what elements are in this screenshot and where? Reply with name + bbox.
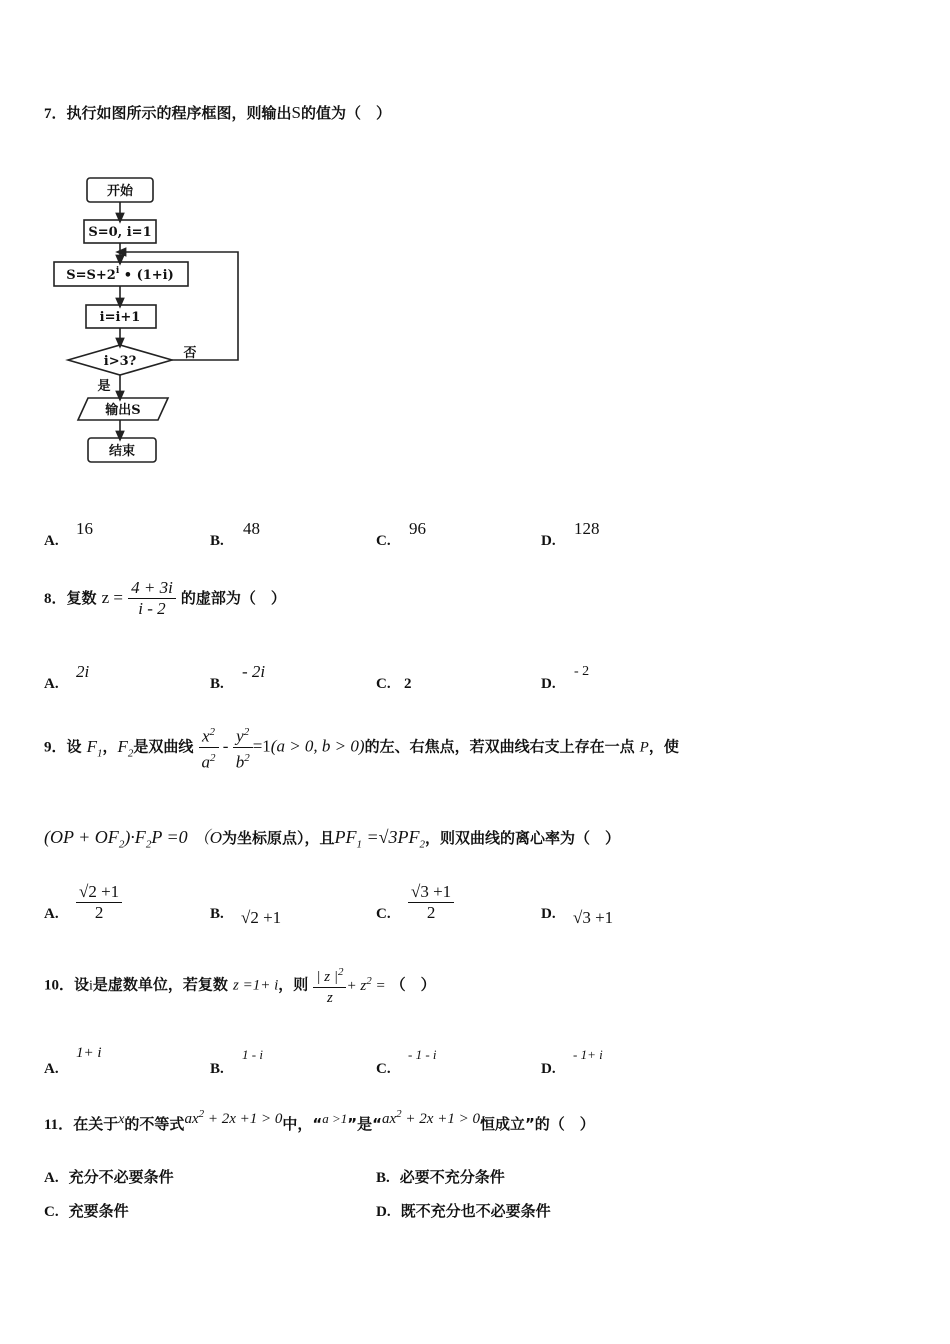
flow-update-text: $S=S+2^i$ • (1+i) — [66, 266, 174, 283]
q8-option-c-label: C. — [376, 676, 391, 692]
flow-output-text: 输出S — [105, 403, 141, 418]
q11-option-c — [44, 1200, 129, 1221]
q9-stem-b: 是双曲线 — [133, 737, 194, 756]
q10-option-a-label: A. — [44, 1061, 59, 1077]
q11-option-a — [44, 1166, 174, 1187]
q11-option-d-value: 既不充分也不必要条件 — [400, 1202, 551, 1220]
q9-stem-line1: 9．设 $F_1$，$F_2$是双曲线 $\frac{x^2}{a^2}$ - $\frac{y^2}{b^2}$ =1(a > 0, b > 0)的左、右焦点，若双曲线右支上存在一点 P，使 — [44, 722, 679, 772]
q9-tail: ，则双曲线的离心率为（ ） — [425, 829, 621, 847]
q9-option-b-value: √2 +1 — [241, 908, 282, 927]
q7-option-b-label: B. — [210, 533, 224, 549]
q10-option-b-value: 1 - i — [242, 1047, 263, 1062]
q11-option-b — [376, 1166, 505, 1187]
q11-option-a-value: 充分不必要条件 — [68, 1168, 174, 1186]
q9-cond: (a > 0, b > 0) — [270, 736, 365, 756]
q8-stem-text: 复数 — [66, 589, 97, 607]
q9-stem-d: ，使 — [648, 737, 679, 756]
q10-number: 10． — [44, 977, 75, 994]
q11-cond: a >1 — [322, 1111, 348, 1126]
q7-option-b-value: 48 — [243, 519, 260, 538]
q9-x-frac: $\frac{x^2}{a^2}$ — [199, 722, 219, 772]
q10-stem-c: ，则 — [278, 975, 309, 994]
q9-f1: $F_1$ — [86, 736, 103, 760]
q10-option-a-value: 1+ i — [76, 1045, 102, 1061]
q11-x: x — [118, 1112, 125, 1127]
q11-option-c-label: C. — [44, 1204, 59, 1220]
q11-ineq: $ax^2 + 2x +1 > 0$ — [184, 1108, 283, 1127]
q11-stem — [44, 1108, 595, 1134]
q9-stem-c: 的左、右焦点，若双曲线右支上存在一点 — [364, 737, 635, 756]
q10-i: i — [89, 978, 93, 994]
flow-end-text: 结束 — [108, 444, 136, 459]
q11-option-b-label: B. — [376, 1170, 390, 1186]
q11-stem-c: 中，“ — [282, 1115, 323, 1133]
q9-stem-line2 — [44, 823, 620, 851]
q7-option-c-label: C. — [376, 533, 391, 549]
q11-option-d-label: D. — [376, 1204, 391, 1220]
q9-y-frac: $\frac{y^2}{b^2}$ — [233, 722, 253, 772]
q9-option-a-value: $\frac{√2 +1}{2}$ — [76, 882, 122, 923]
q9-vector-expr: $(OP + OF_2)\cdot F_2P =0$ — [44, 827, 188, 851]
q9-origin: （O为坐标原点），且 — [192, 828, 335, 847]
q7-tail: 的值为（ ） — [301, 104, 392, 122]
q11-number: 11． — [44, 1117, 74, 1133]
q11-ineq-repeat: $ax^2 + 2x +1 > 0$ — [382, 1108, 480, 1127]
flow-condition-text: i>3? — [103, 354, 137, 369]
flow-init-text: S=0, i=1 — [88, 225, 152, 240]
q9-stem-a: 设 — [66, 737, 82, 756]
q7-var: S — [291, 103, 301, 122]
q7-number: 7． — [44, 106, 67, 122]
q8-fraction — [128, 578, 176, 619]
q8-option-a-value: 2i — [76, 662, 90, 681]
q8-option-b-label: B. — [210, 676, 224, 692]
q10-option-b-label: B. — [210, 1061, 224, 1077]
q8-number: 8． — [44, 591, 67, 607]
q9-sep: ， — [102, 737, 118, 756]
q9-eq-rhs: =1 — [252, 736, 271, 756]
q9-p: P — [639, 739, 649, 756]
q11-option-c-value: 充要条件 — [68, 1202, 129, 1220]
q10-frac: $\frac{| z |^2}{z}$ — [313, 962, 346, 1008]
q9-option-d-label: D. — [541, 906, 556, 922]
q9-option-c-value: $\frac{√3 +1}{2}$ — [408, 882, 454, 923]
q11-stem-d: ”是“ — [347, 1115, 382, 1133]
q11-option-b-value: 必要不充分条件 — [399, 1168, 505, 1186]
q7-stem — [44, 102, 391, 123]
q11-option-d — [376, 1200, 551, 1221]
q8-option-d-label: D. — [541, 676, 556, 692]
q9-f2: $F_2$ — [117, 736, 134, 760]
q9-option-c-label: C. — [376, 906, 391, 922]
q7-option-d-value: 128 — [574, 519, 600, 538]
q11-option-a-label: A. — [44, 1170, 59, 1186]
q11-stem-e: 恒成立”的（ ） — [479, 1115, 595, 1133]
q7-option-a-value: 16 — [76, 519, 93, 538]
q10-tail: （ ） — [390, 975, 436, 994]
flow-no-label: 否 — [183, 346, 197, 361]
q8-option-a-label: A. — [44, 676, 59, 692]
q7-option-c-value: 96 — [409, 519, 426, 538]
q10-stem — [44, 962, 436, 1008]
q9-pf-relation: $PF_1 =√3PF_2$ — [334, 827, 426, 851]
flow-increment-text: i=i+1 — [99, 310, 141, 325]
q8-tail: 的虚部为（ ） — [180, 589, 286, 607]
q10-option-c-value: - 1 - i — [408, 1047, 437, 1062]
q11-stem-a: 在关于 — [73, 1115, 119, 1133]
q10-option-d-value: - 1+ i — [573, 1047, 603, 1062]
q9-number: 9． — [44, 739, 67, 756]
q10-option-d-label: D. — [541, 1061, 556, 1077]
flow-start-text: 开始 — [106, 184, 134, 199]
q8-option-d-value: - 2 — [574, 664, 590, 679]
q9-option-d-value: √3 +1 — [573, 908, 614, 927]
q11-stem-b: 的不等式 — [124, 1115, 185, 1133]
q10-stem-a: 设 — [74, 975, 90, 994]
q7-option-a-label: A. — [44, 533, 59, 549]
q7-stem-text: 执行如图所示的程序框图，则输出 — [66, 104, 292, 122]
q8-z: z = — [101, 588, 124, 607]
q10-plus: + $z^2$ = — [346, 974, 386, 994]
q9-option-a-label: A. — [44, 906, 59, 922]
q10-stem-b: 是虚数单位，若复数 — [92, 975, 228, 994]
q10-option-c-label: C. — [376, 1061, 391, 1077]
q8-option-c-value: 2 — [404, 676, 412, 692]
q8-option-b-value: - 2i — [242, 662, 266, 681]
flow-yes-label: 是 — [97, 379, 111, 394]
q8-denominator: i - 2 — [138, 599, 166, 618]
q8-stem — [44, 578, 286, 619]
q10-zdef: z =1+ i — [233, 977, 279, 994]
q8-numerator: 4 + 3i — [128, 578, 176, 599]
flowchart — [40, 170, 255, 475]
q9-option-b-label: B. — [210, 906, 224, 922]
q7-option-d-label: D. — [541, 533, 556, 549]
